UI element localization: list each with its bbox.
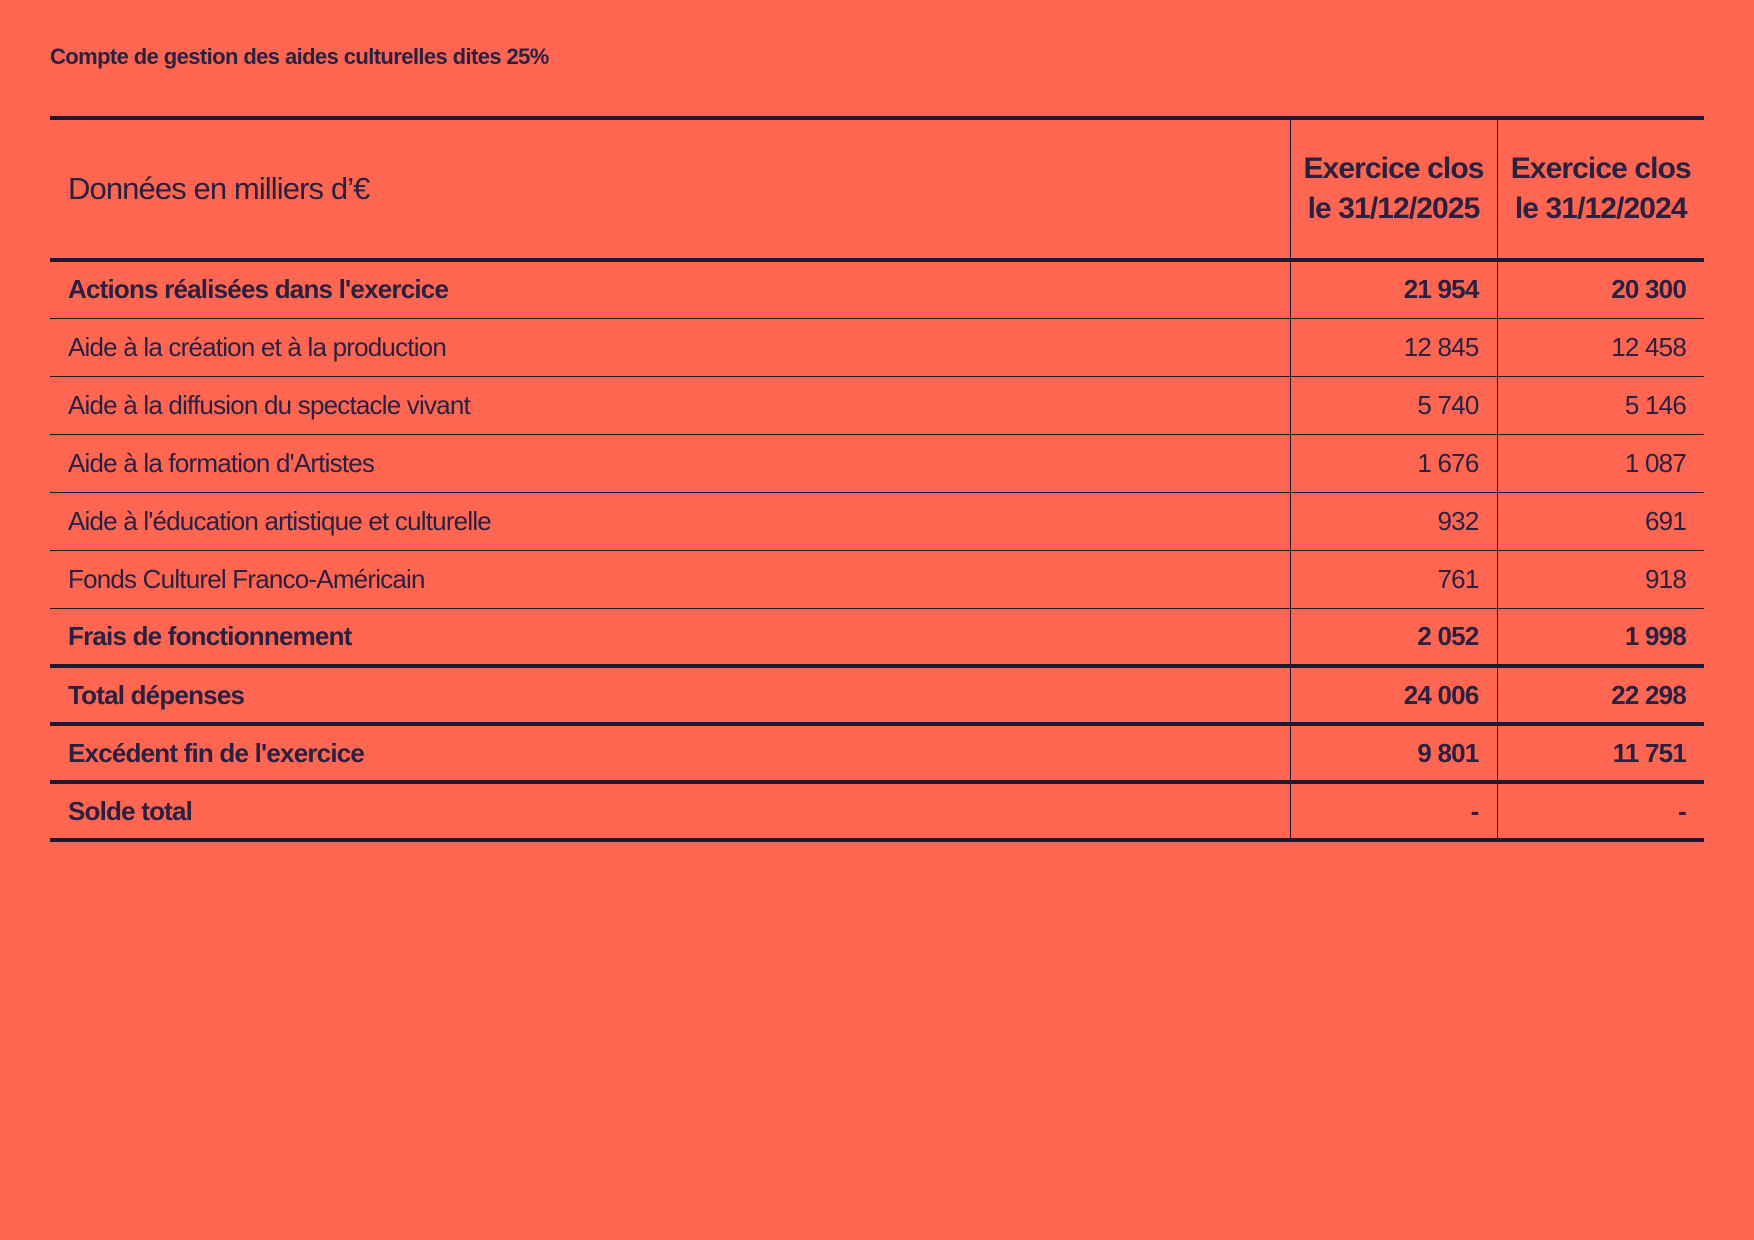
row-label: Solde total	[68, 795, 193, 826]
row-solde-total	[50, 782, 1704, 840]
row-label: Aide à la création et à la production	[68, 331, 446, 362]
row-frais-fonctionnement	[50, 608, 1704, 666]
value-2024: 11 751	[1497, 724, 1704, 782]
row-label: Aide à la formation d'Artistes	[68, 447, 375, 478]
row-actions-realisees	[50, 260, 1704, 318]
value-2024: 22 298	[1497, 666, 1704, 724]
value-2024: -	[1497, 782, 1704, 840]
row-total-depenses	[50, 666, 1704, 724]
value-2024: 12 458	[1497, 318, 1704, 376]
value-2024: 20 300	[1497, 260, 1704, 318]
row-label: Aide à la diffusion du spectacle vivant	[68, 389, 470, 420]
value-2025: 21 954	[1290, 260, 1497, 318]
value-2025: 9 801	[1290, 724, 1497, 782]
row-label: Total dépenses	[68, 679, 245, 710]
value-2025: 1 676	[1290, 434, 1497, 492]
row-aide-diffusion	[50, 376, 1704, 434]
row-excedent	[50, 724, 1704, 782]
value-2024: 918	[1497, 550, 1704, 608]
value-2024: 1 087	[1497, 434, 1704, 492]
row-fonds-culturel	[50, 550, 1704, 608]
value-2025: -	[1290, 782, 1497, 840]
row-aide-creation-production	[50, 318, 1704, 376]
value-2025: 5 740	[1290, 376, 1497, 434]
row-label: Frais de fonctionnement	[68, 620, 352, 651]
row-label: Excédent fin de l'exercice	[68, 737, 365, 768]
value-2024: 5 146	[1497, 376, 1704, 434]
row-aide-formation	[50, 434, 1704, 492]
value-2025: 2 052	[1290, 608, 1497, 666]
table-header-row	[50, 118, 1704, 260]
row-label: Actions réalisées dans l'exercice	[68, 274, 449, 305]
row-aide-education	[50, 492, 1704, 550]
row-label: Fonds Culturel Franco-Américain	[68, 563, 425, 594]
value-2025: 932	[1290, 492, 1497, 550]
header-units-label: Données en milliers d’€	[68, 171, 370, 206]
header-year-2025: Exercice clos le 31/12/2025	[1290, 118, 1497, 260]
value-2025: 24 006	[1290, 666, 1497, 724]
value-2025: 761	[1290, 550, 1497, 608]
value-2024: 1 998	[1497, 608, 1704, 666]
value-2024: 691	[1497, 492, 1704, 550]
page-title: Compte de gestion des aides culturelles dites 25%	[50, 44, 549, 69]
value-2025: 12 845	[1290, 318, 1497, 376]
header-year-2024: Exercice clos le 31/12/2024	[1497, 118, 1704, 260]
accounts-table	[50, 116, 1704, 842]
row-label: Aide à l'éducation artistique et culturelle	[68, 505, 491, 536]
